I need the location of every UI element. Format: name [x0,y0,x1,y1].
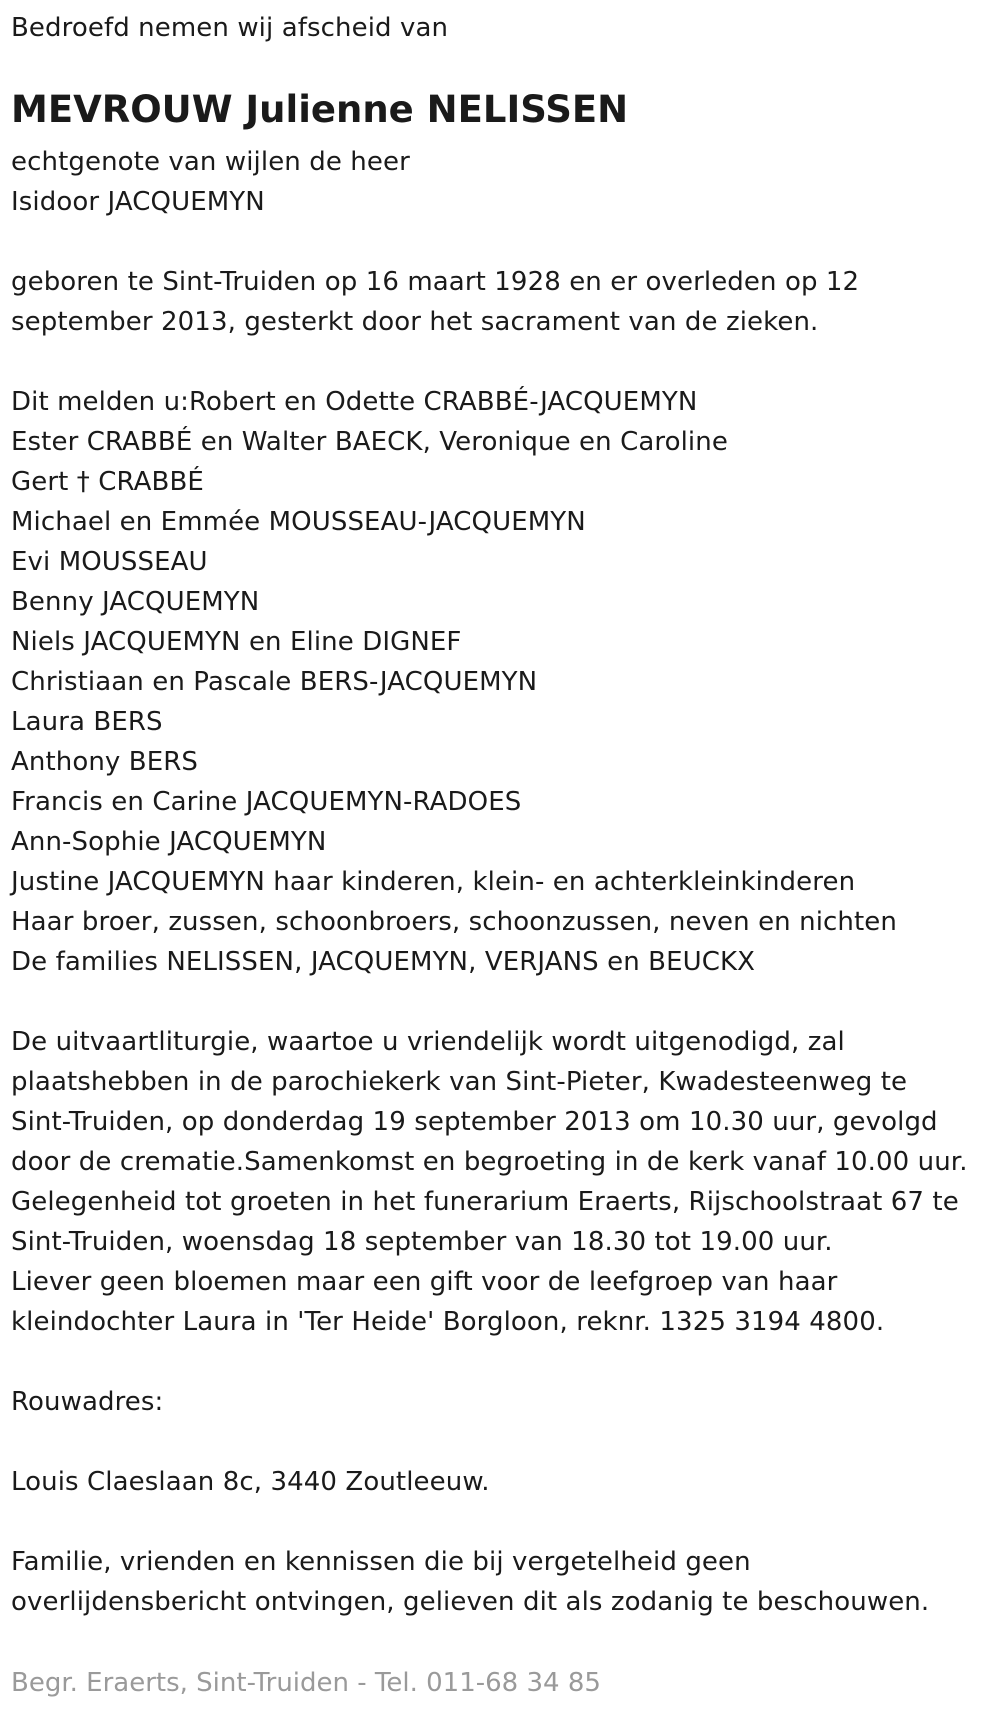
ceremony-line: plaatshebben in de parochiekerk van Sint-Pieter, Kwadesteenweg te [11,1067,908,1097]
mourner-line: Benny JACQUEMYN [11,587,260,617]
birth-death-line: september 2013, gesterkt door het sacrament van de zieken. [11,307,819,337]
notice-line: Familie, vrienden en kennissen die bij vergetelheid geen [11,1547,751,1577]
ceremony-details [11,1022,990,1342]
address-label: Rouwadres: [11,1387,164,1417]
ceremony-line: Sint-Truiden, op donderdag 19 september 2013 om 10.30 uur, gevolgd [11,1107,938,1137]
ceremony-line: Sint-Truiden, woensdag 18 september van 18.30 tot 19.00 uur. [11,1227,833,1257]
mourner-line: Laura BERS [11,707,163,737]
mourner-line: Christiaan en Pascale BERS-JACQUEMYN [11,667,538,697]
mourner-line: Evi MOUSSEAU [11,547,208,577]
mourner-line: Haar broer, zussen, schoonbroers, schoonzussen, neven en nichten [11,907,897,937]
address-text: Louis Claeslaan 8c, 3440 Zoutleeuw. [11,1467,490,1497]
deceased-name: MEVROUW Julienne NELISSEN [11,88,629,131]
ceremony-line: De uitvaartliturgie, waartoe u vriendelijk wordt uitgenodigd, zal [11,1027,845,1057]
mourner-line: Dit melden u:Robert en Odette CRABBÉ-JACQUEMYN [11,387,698,417]
mourner-line: De families NELISSEN, JACQUEMYN, VERJANS en BEUCKX [11,947,756,977]
mourner-line: Michael en Emmée MOUSSEAU-JACQUEMYN [11,507,586,537]
ceremony-line: kleindochter Laura in 'Ter Heide' Borgloon, reknr. 1325 3194 4800. [11,1307,885,1337]
mourner-line: Ester CRABBÉ en Walter BAECK, Veronique en Caroline [11,427,728,457]
mourner-line: Niels JACQUEMYN en Eline DIGNEF [11,627,462,657]
mourner-line: Gert † CRABBÉ [11,467,204,497]
ceremony-line: door de crematie.Samenkomst en begroeting in de kerk vanaf 10.00 uur. [11,1147,968,1177]
mourner-line: Justine JACQUEMYN haar kinderen, klein- en achterkleinkinderen [11,867,856,897]
notice-line: overlijdensbericht ontvingen, gelieven dit als zodanig te beschouwen. [11,1587,930,1617]
mourner-line: Francis en Carine JACQUEMYN-RADOES [11,787,522,817]
mourner-line: Anthony BERS [11,747,199,777]
funeral-home-footer: Begr. Eraerts, Sint-Truiden - Tel. 011-68 34 85 [11,1668,601,1698]
mourners-list [11,382,990,982]
spouse-line: echtgenote van wijlen de heer [11,147,410,177]
birth-death-line: geboren te Sint-Truiden op 16 maart 1928 en er overleden op 12 [11,267,860,297]
ceremony-line: Liever geen bloemen maar een gift voor de leefgroep van haar [11,1267,838,1297]
intro-text: Bedroefd nemen wij afscheid van [11,13,449,43]
spouse-line: Isidoor JACQUEMYN [11,187,265,217]
mourner-line: Ann-Sophie JACQUEMYN [11,827,327,857]
ceremony-line: Gelegenheid tot groeten in het funerarium Eraerts, Rijschoolstraat 67 te [11,1187,959,1217]
